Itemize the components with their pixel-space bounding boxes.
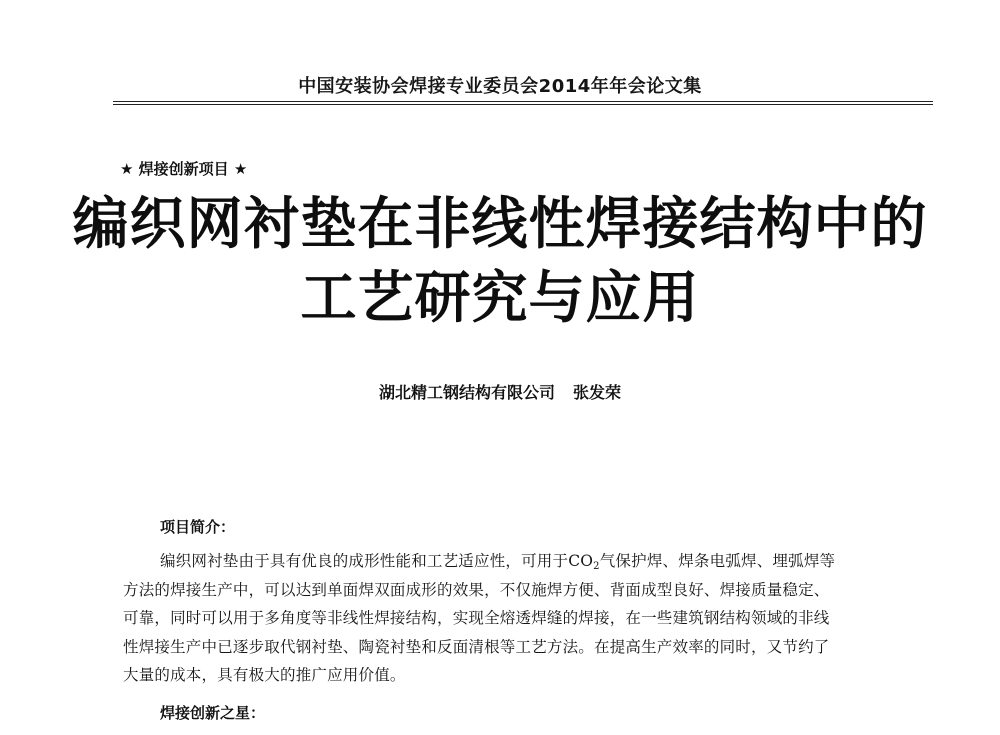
byline [0, 380, 1000, 403]
header-rule [113, 101, 933, 102]
section-heading-innovation: 焊接创新之星： [160, 704, 266, 722]
body-text: 编织网衬垫由于具有优良的成形性能和工艺适应性，可用于CO [160, 552, 594, 570]
running-header: 中国安装协会焊接专业委员会2014年年会论文集 [298, 76, 702, 97]
body-line [160, 549, 835, 572]
affiliation: 湖北精工钢结构有限公司 [378, 383, 555, 402]
subscript: 2 [593, 561, 600, 572]
body-line: 可靠，同时可以用于多角度等非线性焊接结构，实现全熔透焊缝的焊接，在一些建筑钢结构领域的非线 [123, 609, 830, 627]
paper-title-line-1: 编织网衬垫在非线性焊接结构中的 [72, 192, 928, 257]
body-line: 方法的焊接生产中，可以达到单面焊双面成形的效果，不仅施焊方便、背面成型良好、焊接质量稳定、 [123, 581, 830, 599]
paper-title-line-2: 工艺研究与应用 [300, 266, 700, 331]
body-text: 气保护焊、焊条电弧焊、埋弧焊等 [599, 552, 836, 570]
header-rule-secondary [113, 104, 933, 105]
author-name: 张发荣 [573, 383, 622, 402]
body-line: 大量的成本，具有极大的推广应用价值。 [123, 666, 406, 684]
body-line: 性焊接生产中已逐步取代钢衬垫、陶瓷衬垫和反面清根等工艺方法。在提高生产效率的同时，又节约了 [123, 638, 830, 656]
section-heading-summary: 项目简介： [160, 518, 236, 536]
series-label: ★ 焊接创新项目 ★ [120, 160, 248, 178]
